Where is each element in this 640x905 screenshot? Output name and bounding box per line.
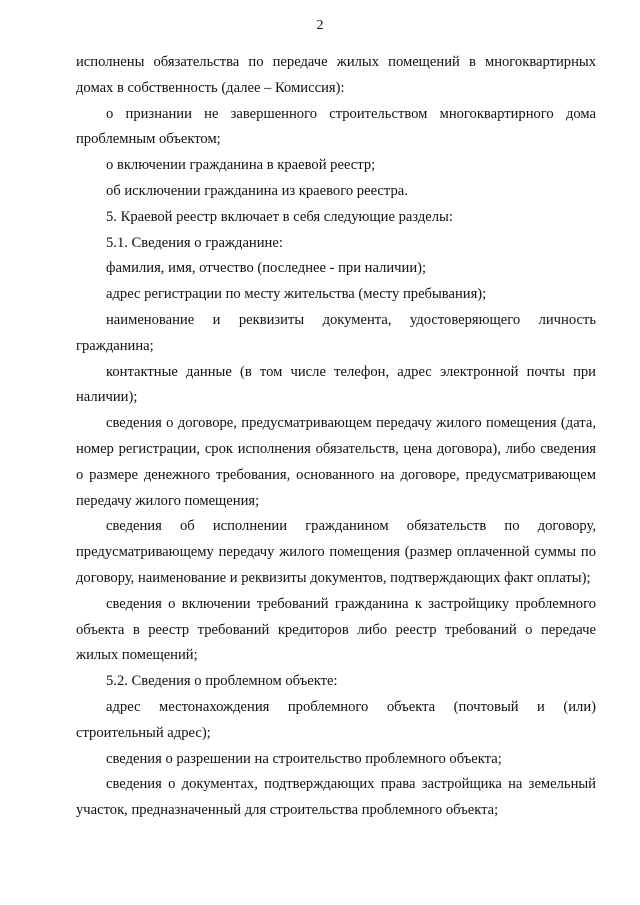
paragraph-section-5-1-heading: 5.1. Сведения о гражданине: bbox=[106, 234, 283, 251]
paragraph-problem-object-recognition: о признании не завершенного строительством многоквартирного дома проблемным объектом; bbox=[76, 105, 596, 148]
page-number: 2 bbox=[316, 18, 324, 33]
paragraph-construction-permit: сведения о разрешении на строительство проблемного объекта; bbox=[106, 750, 502, 767]
paragraph-registration-address: адрес регистрации по месту жительства (месту пребывания); bbox=[106, 286, 487, 303]
paragraph-land-rights-documents: сведения о документах, подтверждающих права застройщика на земельный участок, предназначенный для строительства проблемного объекта; bbox=[76, 776, 596, 819]
paragraph-creditor-registry: сведения о включении требований гражданина к застройщику проблемного объекта в реестр требований кредиторов либо реестр требований о передаче жилых помещений; bbox=[76, 595, 596, 664]
document-body bbox=[76, 50, 596, 824]
paragraph-contract-info: сведения о договоре, предусматривающем передачу жилого помещения (дата, номер регистрации, срок исполнения обязательств, цена договора), либо сведения о размере денежного требования, основанного на договоре, предусматривающем передачу жилого помещения; bbox=[76, 415, 596, 509]
paragraph-identity-document: наименование и реквизиты документа, удостоверяющего личность гражданина; bbox=[76, 311, 596, 354]
paragraph-section-5-2-heading: 5.2. Сведения о проблемном объекте: bbox=[106, 673, 338, 690]
paragraph-registry-sections: 5. Краевой реестр включает в себя следующие разделы: bbox=[106, 208, 453, 225]
paragraph-exclude-citizen: об исключении гражданина из краевого реестра. bbox=[106, 182, 408, 199]
paragraph-obligations-fulfillment: сведения об исполнении гражданином обязательств по договору, предусматривающему передачу жилого помещения (размер оплаченной суммы по договору, наименование и реквизиты документов, подтверждающих факт оплаты); bbox=[76, 518, 596, 586]
paragraph-include-citizen: о включении гражданина в краевой реестр; bbox=[106, 157, 376, 174]
paragraph-object-address: адрес местонахождения проблемного объекта (почтовый и (или) строительный адрес); bbox=[76, 698, 596, 741]
paragraph-contact-data: контактные данные (в том числе телефон, адрес электронной почты при наличии); bbox=[76, 363, 596, 406]
paragraph-full-name: фамилия, имя, отчество (последнее - при наличии); bbox=[106, 260, 427, 277]
paragraph-commission-continuation: исполнены обязательства по передаче жилых помещений в многоквартирных домах в собственность (далее – Комиссия): bbox=[76, 54, 596, 96]
